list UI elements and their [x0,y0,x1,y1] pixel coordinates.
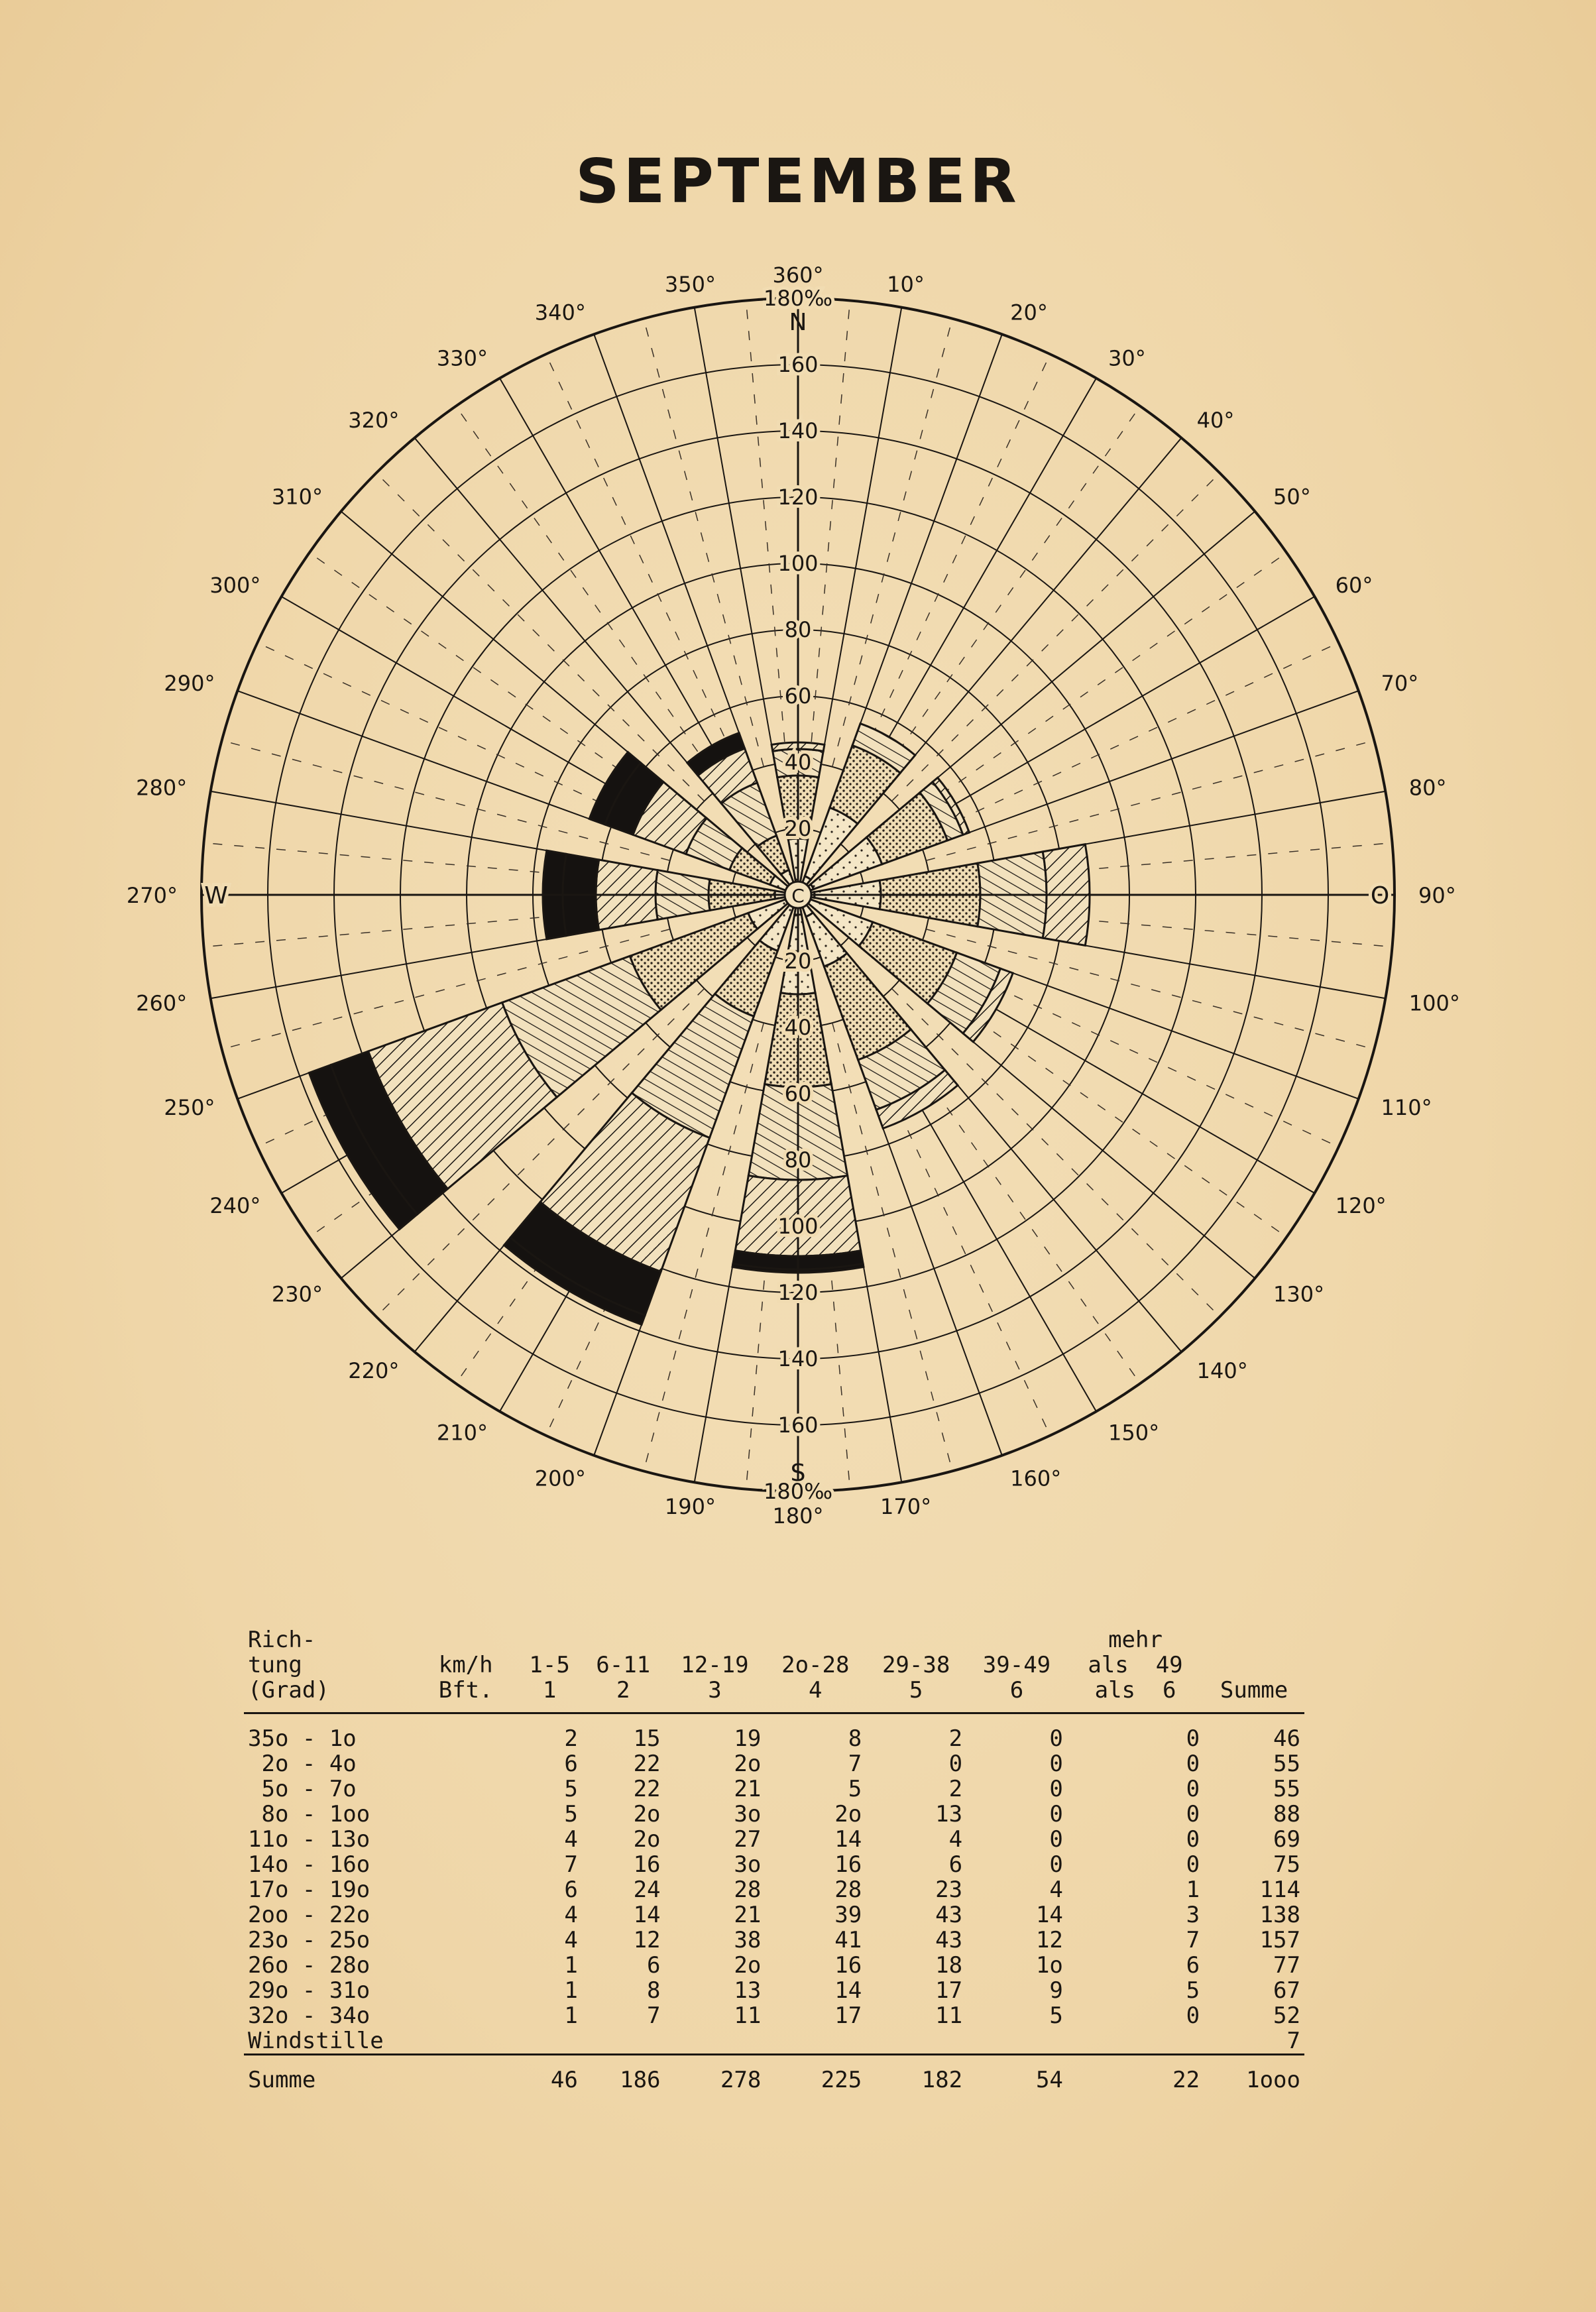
empty-cell [435,2028,518,2055]
radial-tick-label: 20 [784,949,812,974]
header-class-6: 39-49 6 [966,1627,1067,1713]
unit-cell [435,2055,518,2093]
sum-cell: 157 [1259,1927,1300,1953]
radial-tick-label: 140 [777,1346,819,1371]
table-row [244,1751,1304,1776]
total-label: Summe [244,2055,435,2093]
direction-cell: 17o - 19o [248,1877,370,1903]
value-cell: 27 [734,1826,762,1853]
direction-cell: 2o - 4o [248,1751,357,1777]
wind-frequency-table [244,1627,1304,2093]
header-unit: km/h Bft. [435,1627,518,1713]
sum-cell: 88 [1273,1801,1300,1827]
value-cell: 15 [633,1725,661,1752]
sum-cell: 75 [1273,1851,1300,1878]
unit-cell [435,1852,518,1877]
sum-cell: 114 [1259,1877,1300,1903]
angle-label: 300° [209,573,261,598]
direction-cell: 35o - 1o [248,1725,357,1752]
sum-cell: 138 [1259,1902,1300,1928]
angle-label: 60° [1335,573,1373,598]
value-cell: 11 [935,2002,963,2029]
value-cell: 13 [734,1977,762,2004]
empty-cell [966,2028,1067,2055]
angle-label: 70° [1381,670,1419,696]
total-cell: 22 [1067,2055,1204,2093]
radial-tick-label: 180‰ [763,286,833,311]
value-cell: 28 [734,1877,762,1903]
value-cell: 4 [564,1826,578,1853]
angle-label: 90° [1418,883,1456,908]
angle-label: 130° [1273,1281,1325,1307]
value-cell: 4 [948,1826,963,1853]
value-cell: 16 [633,1851,661,1878]
angle-label: 320° [348,407,400,433]
table-header-row [244,1627,1304,1713]
value-cell: 21 [734,1902,762,1928]
value-cell: 1 [564,1952,578,1979]
angle-label: 80° [1408,775,1447,801]
angle-label: 150° [1108,1420,1160,1446]
radial-tick-label: 80 [784,617,812,642]
angle-label: 10° [887,272,925,298]
value-cell: 14 [633,1902,661,1928]
empty-cell [665,2028,766,2055]
value-cell: 16 [834,1952,862,1979]
grid-spoke-minor [926,740,1374,860]
direction-cell: 11o - 13o [248,1826,370,1853]
radial-tick-label: 120 [777,485,819,510]
chart-title: SEPTEMBER [575,146,1021,217]
angle-label: 20° [1010,300,1048,325]
table-row [244,1776,1304,1802]
empty-cell [582,2028,665,2055]
value-cell: 5 [564,1776,578,1802]
sum-cell: 52 [1273,2002,1300,2029]
value-cell: 7 [848,1751,862,1777]
angle-label: 350° [664,272,716,298]
grid-spoke-minor [891,988,1220,1316]
grid-spoke-minor [376,473,705,801]
table-row [244,1928,1304,1953]
angle-label: 250° [164,1095,215,1121]
value-cell: 18 [935,1952,963,1979]
radial-tick-label: 180‰ [763,1479,833,1504]
value-cell: 5 [1186,1977,1200,2004]
total-row [244,2055,1304,2093]
value-cell: 13 [935,1801,963,1827]
angle-label: 240° [209,1193,261,1218]
value-cell: 2 [564,1725,578,1752]
value-cell: 14 [834,1977,862,2004]
calm-row [244,2028,1304,2055]
value-cell: 43 [935,1902,963,1928]
value-cell: 6 [564,1751,578,1777]
value-cell: 24 [633,1877,661,1903]
direction-cell: 14o - 16o [248,1851,370,1878]
grid-spoke-minor [874,406,1141,786]
direction-cell: 26o - 28o [248,1952,370,1979]
angle-label: 310° [271,484,323,510]
sum-cell: 55 [1273,1776,1300,1802]
value-cell: 0 [1186,1776,1200,1802]
direction-cell: 32o - 34o [248,2002,370,2029]
value-cell: 4 [1049,1877,1063,1903]
value-cell: 23 [935,1877,963,1903]
value-cell: 19 [734,1725,762,1752]
value-cell: 6 [564,1877,578,1903]
unit-cell [435,1928,518,1953]
angle-label: 220° [348,1358,400,1384]
value-cell: 4 [564,1927,578,1953]
direction-cell: 5o - 7o [248,1776,357,1802]
value-cell: 0 [1186,1801,1200,1827]
value-cell: 4 [564,1902,578,1928]
angle-label: 360° [772,262,824,288]
header-class-1: 1-5 1 [517,1627,581,1713]
value-cell: 21 [734,1776,762,1802]
angle-label: 30° [1108,345,1146,371]
sum-cell: 67 [1273,1977,1300,2004]
table-row [244,1877,1304,1902]
value-cell: 7 [647,2002,661,2029]
radial-tick-label: 80 [784,1147,812,1173]
cardinal-south: S [790,1460,806,1487]
grand-total: 1ooo [1204,2055,1304,2093]
sum-cell: 69 [1273,1826,1300,1853]
total-cell: 278 [665,2055,766,2093]
radial-tick-label: 140 [777,418,819,443]
angle-label: 260° [136,990,188,1016]
table-row [244,1852,1304,1877]
value-cell: 8 [848,1725,862,1752]
value-cell: 39 [834,1902,862,1928]
table-row [244,1802,1304,1827]
radial-tick-label: 20 [784,816,812,841]
empty-cell [1067,2028,1204,2055]
value-cell: 9 [1049,1977,1063,2004]
wind-sectors [309,724,1090,1325]
table-row [244,1902,1304,1928]
value-cell: 11 [734,2002,762,2029]
angle-label: 100° [1408,990,1460,1016]
value-cell: 1 [564,2002,578,2029]
angle-label: 190° [664,1493,716,1519]
value-cell: 3o [734,1801,762,1827]
value-cell: 2o [734,1751,762,1777]
angle-label: 160° [1010,1466,1062,1491]
value-cell: 0 [1049,1751,1063,1777]
value-cell: 0 [1049,1826,1063,1853]
radial-tick-label: 60 [784,1081,812,1106]
cardinal-east: O [1370,882,1390,909]
direction-cell: 8o - 1oo [248,1801,370,1827]
angle-label: 180° [772,1503,824,1529]
sum-cell: 46 [1273,1725,1300,1752]
angle-label: 120° [1335,1193,1387,1218]
radial-tick-label: 40 [784,750,812,775]
unit-cell [435,1902,518,1928]
angle-label: 340° [534,300,586,325]
value-cell: 0 [1186,1725,1200,1752]
angle-label: 330° [436,345,488,371]
empty-cell [765,2028,866,2055]
total-cell: 46 [517,2055,581,2093]
angle-label: 230° [271,1281,323,1307]
angle-label: 50° [1273,484,1311,510]
value-cell: 3o [734,1851,762,1878]
value-cell: 0 [1186,1826,1200,1853]
angle-label: 140° [1196,1358,1248,1384]
value-cell: 38 [734,1927,762,1953]
value-cell: 0 [1186,2002,1200,2029]
value-cell: 2o [633,1801,661,1827]
total-cell: 186 [582,2055,665,2093]
value-cell: 6 [647,1952,661,1979]
radial-tick-label: 120 [777,1280,819,1305]
value-cell: 1o [1035,1952,1063,1979]
unit-cell [435,1827,518,1852]
grid-spoke-minor [907,553,1286,819]
value-cell: 2 [948,1725,963,1752]
value-cell: 43 [935,1927,963,1953]
table-row [244,1978,1304,2003]
value-cell: 28 [834,1877,862,1903]
value-cell: 17 [935,1977,963,2004]
value-cell: 1 [564,1977,578,2004]
unit-cell [435,1776,518,1802]
value-cell: 1 [1186,1877,1200,1903]
unit-cell [435,1953,518,1978]
value-cell: 2o [734,1952,762,1979]
value-cell: 2 [948,1776,963,1802]
radial-tick-label: 160 [777,352,819,377]
value-cell: 0 [1049,1776,1063,1802]
sum-cell: 55 [1273,1751,1300,1777]
angle-label: 290° [164,670,215,696]
value-cell: 12 [1035,1927,1063,1953]
total-cell: 54 [966,2055,1067,2093]
value-cell: 0 [948,1751,963,1777]
value-cell: 3 [1186,1902,1200,1928]
value-cell: 16 [834,1851,862,1878]
header-class-5: 29-38 5 [866,1627,966,1713]
value-cell: 0 [1049,1801,1063,1827]
direction-cell: 23o - 25o [248,1927,370,1953]
center-label: C [791,885,805,907]
table-row [244,1827,1304,1852]
unit-cell [435,1802,518,1827]
calm-label: Windstille [248,2028,384,2054]
cardinal-north: N [789,309,807,336]
radial-tick-label: 100 [777,551,819,576]
unit-cell [435,1877,518,1902]
value-cell: 17 [834,2002,862,2029]
value-cell: 5 [848,1776,862,1802]
sum-cell: 77 [1273,1952,1300,1979]
direction-cell: 2oo - 22o [248,1902,370,1928]
header-direction: Rich- tung (Grad) [244,1627,435,1713]
unit-cell [435,1751,518,1776]
value-cell: 7 [564,1851,578,1878]
angle-label: 210° [436,1420,488,1446]
unit-cell [435,2003,518,2028]
header-class-2: 6-11 2 [582,1627,665,1713]
calm-sum: 7 [1286,2028,1300,2054]
value-cell: 5 [564,1801,578,1827]
grid-spoke-minor [832,319,952,767]
angle-label: 270° [126,883,178,908]
header-sum: Summe [1204,1627,1304,1713]
value-cell: 2o [834,1801,862,1827]
unit-cell [435,1978,518,2003]
value-cell: 8 [647,1977,661,2004]
header-class-4: 2o-28 4 [765,1627,866,1713]
value-cell: 14 [834,1826,862,1853]
value-cell: 22 [633,1751,661,1777]
angle-label: 40° [1196,407,1235,433]
table-row [244,2003,1304,2028]
grid-spoke-minor [891,473,1220,801]
radial-tick-label: 40 [784,1015,812,1040]
cardinal-west: W [204,882,228,909]
empty-cell [517,2028,581,2055]
angle-label: 280° [136,775,188,801]
total-cell: 182 [866,2055,966,2093]
value-cell: 0 [1186,1751,1200,1777]
radial-tick-label: 60 [784,683,812,709]
value-cell: 6 [948,1851,963,1878]
value-cell: 12 [633,1927,661,1953]
radial-tick-label: 160 [777,1413,819,1438]
angle-label: 170° [880,1493,932,1519]
grid-spoke-minor [644,319,764,767]
value-cell: 22 [633,1776,661,1802]
value-cell: 14 [1035,1902,1063,1928]
unit-cell [435,1713,518,1752]
value-cell: 5 [1049,2002,1063,2029]
empty-cell [866,2028,966,2055]
grid-spoke-minor [456,406,722,786]
value-cell: 6 [1186,1952,1200,1979]
direction-cell: 29o - 31o [248,1977,370,2004]
value-cell: 0 [1186,1851,1200,1878]
table-row [244,1953,1304,1978]
total-cell: 225 [765,2055,866,2093]
header-class-7: mehr als 49 als 6 [1067,1627,1204,1713]
radial-tick-label: 100 [777,1214,819,1239]
value-cell: 41 [834,1927,862,1953]
value-cell: 0 [1049,1851,1063,1878]
value-cell: 2o [633,1826,661,1853]
angle-label: 200° [534,1466,586,1491]
value-cell: 7 [1186,1927,1200,1953]
value-cell: 0 [1049,1725,1063,1752]
angle-label: 110° [1381,1095,1432,1121]
header-class-3: 12-19 3 [665,1627,766,1713]
table-row [244,1713,1304,1752]
